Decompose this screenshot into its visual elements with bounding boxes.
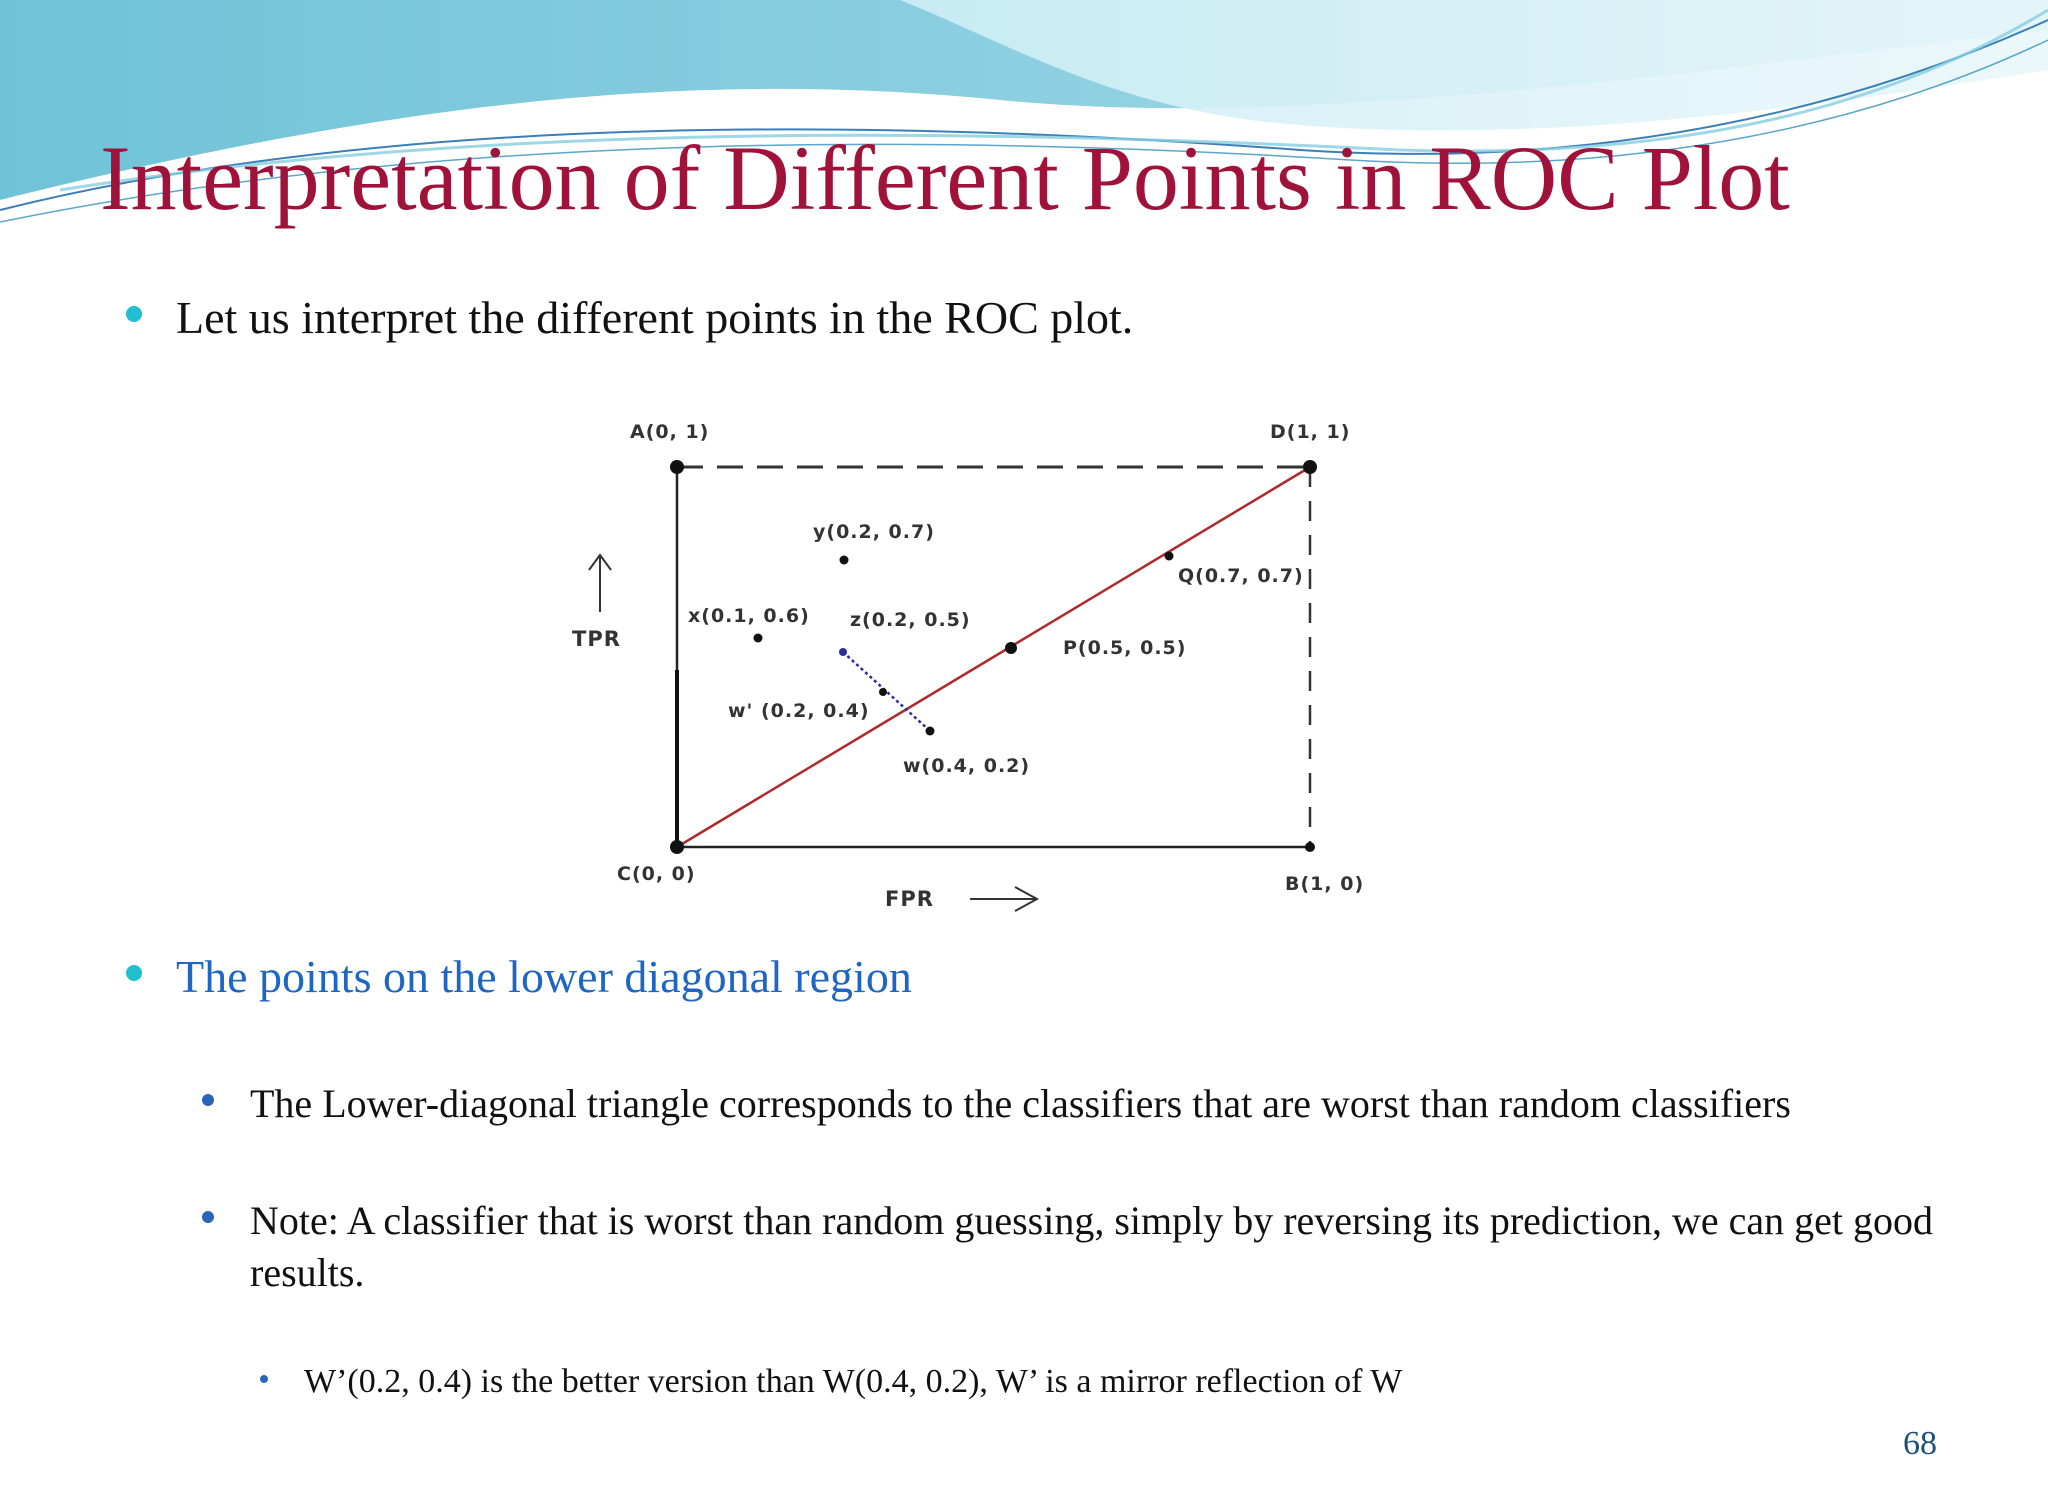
point-x xyxy=(754,634,763,643)
point-label-x: x(0.1, 0.6) xyxy=(688,605,810,627)
point-label-p: P(0.5, 0.5) xyxy=(1063,637,1187,659)
bullet-dot-icon xyxy=(202,1094,214,1106)
point-label-d: D(1, 1) xyxy=(1270,421,1351,443)
bullet-lower-triangle xyxy=(202,1078,2002,1130)
up-arrow-icon xyxy=(589,555,611,612)
right-arrow-icon xyxy=(970,887,1037,911)
point-label-c: C(0, 0) xyxy=(617,863,696,885)
roc-plot xyxy=(525,360,1485,940)
point-label-w: w(0.4, 0.2) xyxy=(903,755,1031,777)
bullet-dot-icon xyxy=(126,965,142,981)
point-label-z: z(0.2, 0.5) xyxy=(850,609,971,631)
bullet-dot-icon xyxy=(260,1375,268,1383)
bullet-text: Let us interpret the different points in the ROC plot. xyxy=(176,292,1134,343)
point-label-w-prime: w' (0.2, 0.4) xyxy=(728,700,870,722)
bullet-mirror xyxy=(260,1361,1960,1404)
x-axis-label: FPR xyxy=(885,887,934,911)
point-b xyxy=(1305,842,1315,852)
point-y xyxy=(840,556,849,565)
bullet-dot-icon xyxy=(126,306,142,322)
point-c xyxy=(670,840,684,854)
random-classifier-diagonal xyxy=(677,467,1310,847)
bullet-dot-icon xyxy=(202,1211,214,1223)
bullet-text: The Lower-diagonal triangle corresponds to the classifiers that are worst than random classifiers xyxy=(250,1081,1791,1126)
point-z xyxy=(839,648,847,656)
y-axis-label: TPR xyxy=(572,627,621,651)
point-label-y: y(0.2, 0.7) xyxy=(813,521,935,543)
page-title: Interpretation of Different Points in ROC Plot xyxy=(100,127,1790,229)
roc-figure xyxy=(525,360,1485,940)
bullet-text: W’(0.2, 0.4) is the better version than W(0.4, 0.2), W’ is a mirror reflection of W xyxy=(304,1363,1403,1400)
bullet-intro xyxy=(126,292,1133,345)
point-q xyxy=(1165,552,1174,561)
point-label-b: B(1, 0) xyxy=(1285,873,1365,895)
bullet-lower-diagonal xyxy=(126,951,912,1004)
point-label-a: A(0, 1) xyxy=(630,421,710,443)
wave-light xyxy=(900,0,2048,130)
point-label-q: Q(0.7, 0.7) xyxy=(1178,565,1304,587)
bullet-text: Note: A classifier that is worst than random guessing, simply by reversing its prediction, we can get good results. xyxy=(250,1198,1934,1295)
point-w xyxy=(926,727,935,736)
point-a xyxy=(670,460,684,474)
point-w-prime xyxy=(879,688,887,696)
bullet-note xyxy=(202,1195,1942,1299)
bullet-text: The points on the lower diagonal region xyxy=(176,951,912,1002)
point-d xyxy=(1303,460,1317,474)
point-p xyxy=(1005,642,1017,654)
page-number: 68 xyxy=(1903,1425,1937,1462)
